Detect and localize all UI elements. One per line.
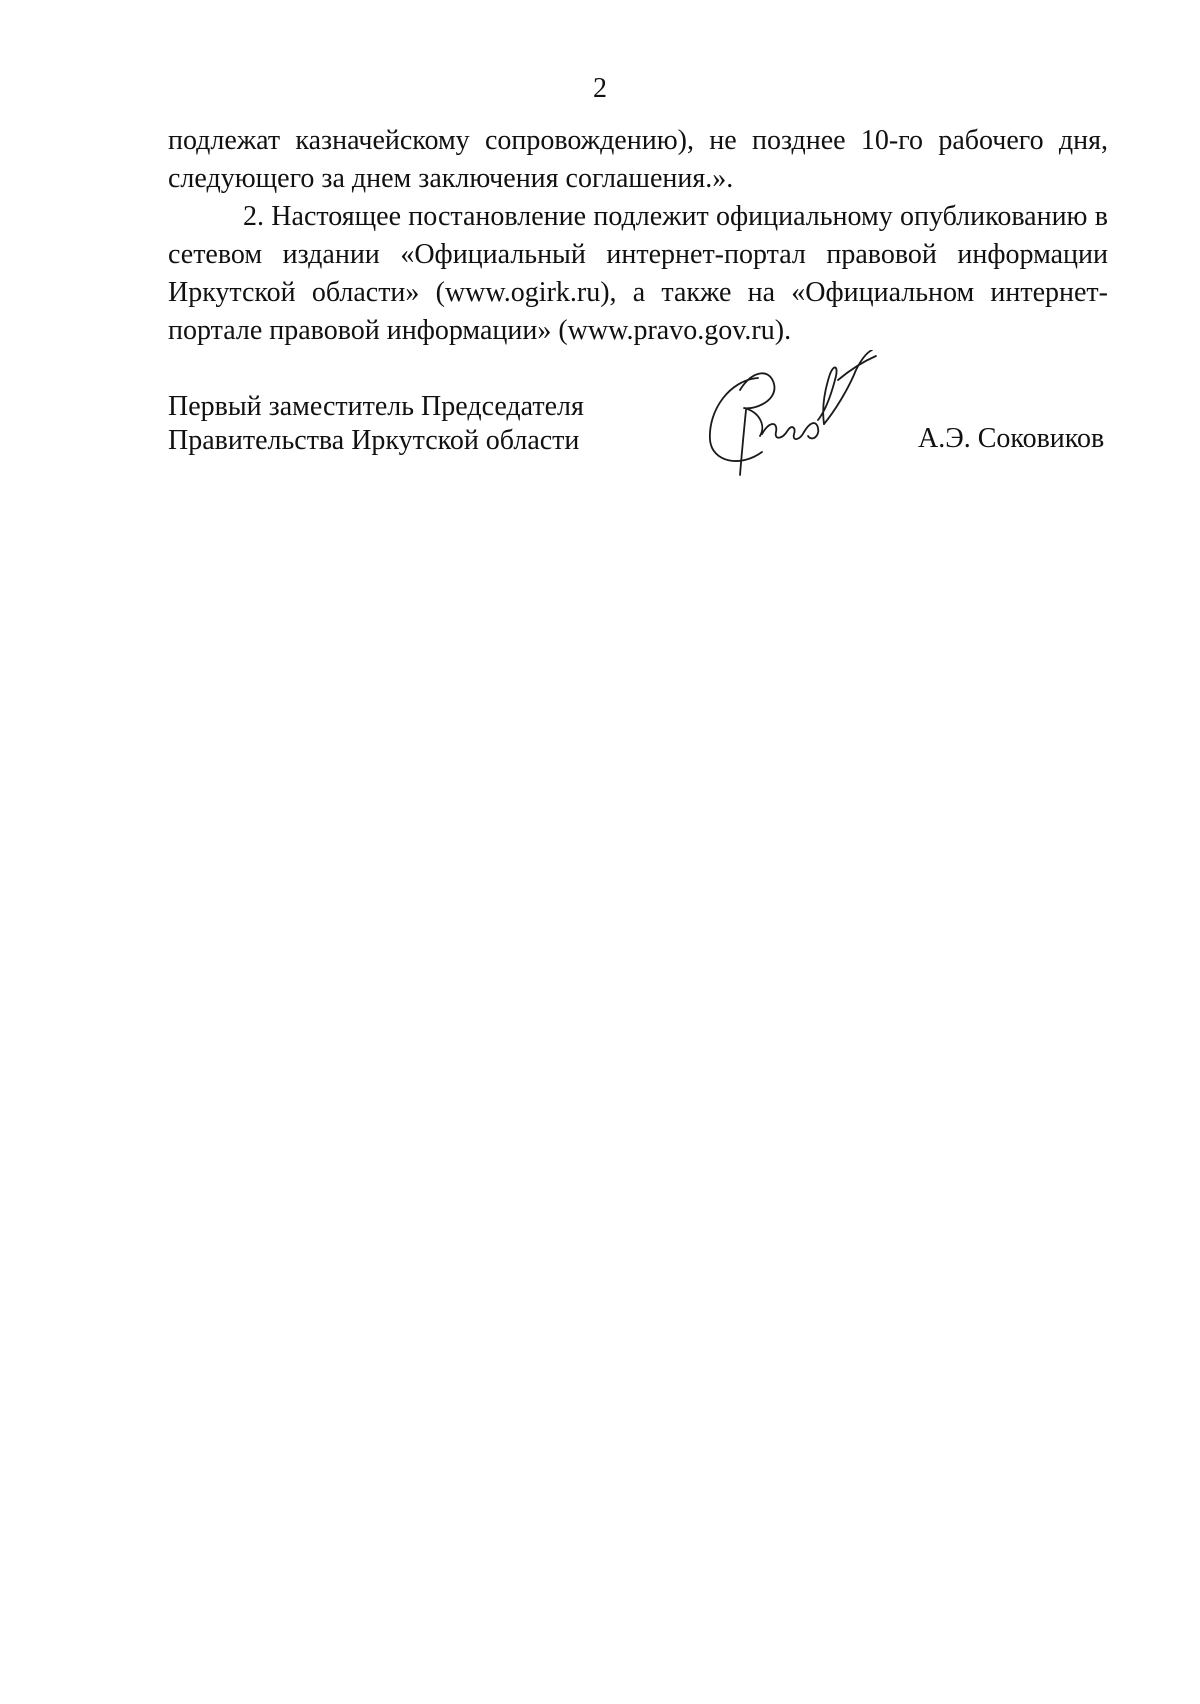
signatory-position <box>168 390 584 458</box>
paragraph-continuation: подлежат казначейскому сопровождению), не позднее 10-го рабочего дня, следующего за днем заключения соглашения.». <box>168 125 1108 194</box>
signatory-position-line2: Правительства Иркутской области <box>168 425 580 456</box>
signatory-position-line1: Первый заместитель Председателя <box>168 391 584 422</box>
page-number: 2 <box>593 73 607 104</box>
handwritten-signature-icon <box>700 350 940 485</box>
document-body <box>168 122 1108 350</box>
signatory-name: А.Э. Соковиков <box>918 423 1105 454</box>
paragraph-publication: 2. Настоящее постановление подлежит официальному опубликованию в сетевом издании «Официальный интернет-портал правовой информации Иркутской области» (www.ogirk.ru), а также на «Официальном интернет-портале правовой информации» (www.pravo.gov.ru). <box>168 201 1108 346</box>
